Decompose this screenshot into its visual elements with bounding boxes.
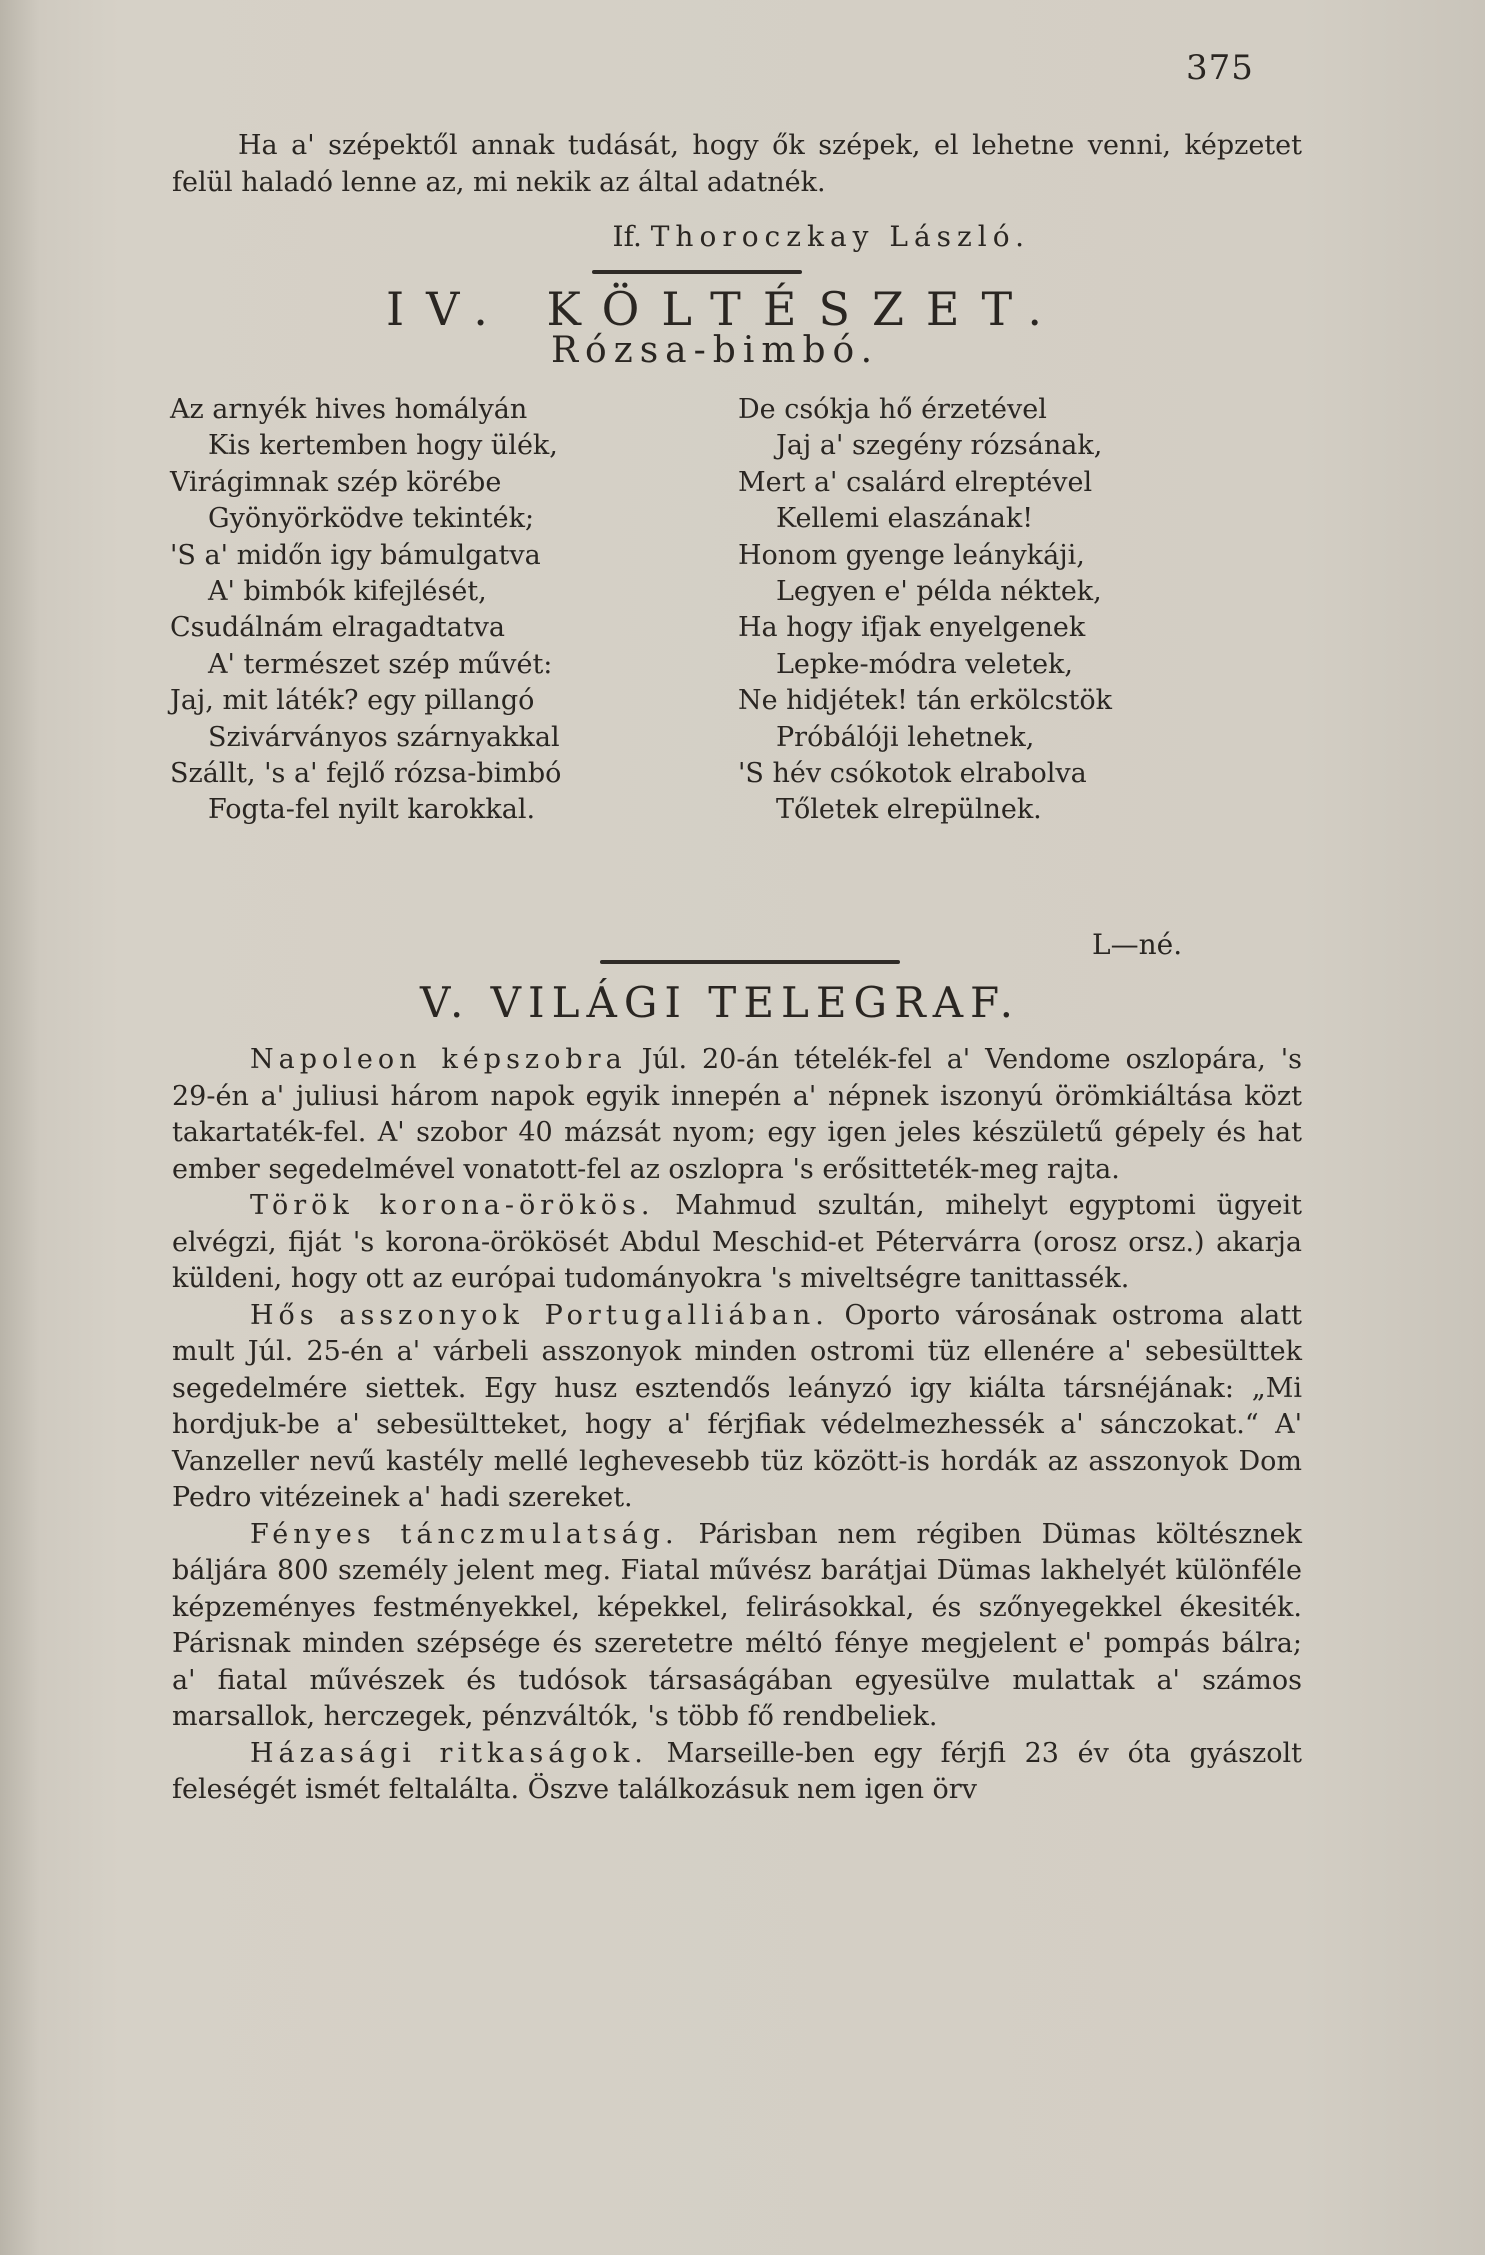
poem-line: A' természet szép művét: [208,648,553,680]
news-text: Oporto városának ostroma alatt mult Júl. 25-én a' várbeli asszonyok minden ostromi tüz ellenére a' sebesülttek segedelmére siettek. Egy husz esztendős leányzó igy kiálta társnéjának: „Mi hordjuk-be a' sebesültteket, hogy a' férjfiak védelmezhessék a' sánczokat.“ A' Vanzeller nevű kastély mellé leghevesebb tüz között-is hordák az asszonyok Dom Pedro vitézeinek a' hadi szereket. [172,1299,1302,1513]
intro-signature [0,220,1030,253]
news-text: Mahmud szultán, mihelyt egyptomi ügyeit elvégzi, fiját 's korona-örökösét Abdul Meschid-et Pétervárra (orosz orsz.) akarja küldeni, hogy ott az európai tudományokra 's miveltségre tanittassék. [172,1190,1302,1294]
poem-line: Jaj a' szegény rózsának, [776,430,1103,462]
divider-rule [592,270,802,274]
section-4-title: IV. KÖLTÉSZET. [385,282,1065,336]
news-heading: Török korona-örökös. [250,1190,655,1221]
news-heading: Napoleon képszobra [250,1044,627,1075]
divider-rule [600,960,900,964]
poem-line: Kellemi elaszának! [776,503,1034,535]
news-section [172,1042,1302,1809]
poem-line: De csókja hő érzetével [738,394,1047,425]
news-item [172,1517,1302,1736]
poem-line: Csudálnám elragadtatva [170,612,506,644]
poem-line: Lepke-módra veletek, [776,648,1073,680]
signature-name: Thoroczkay László. [650,220,1030,253]
poem-title: Rózsa-bimbó. [550,330,880,371]
poem-line: Legyen e' példa néktek, [776,576,1102,608]
poem-line: Honom gyenge leánykáji, [738,539,1085,571]
page-number: 375 [1186,48,1254,88]
poem-left-column [170,392,561,829]
poem-line: 'S a' midőn igy bámulgatva [170,539,541,571]
poem-line: Ha hogy ifjak enyelgenek [738,612,1086,644]
section-5-title: V. VILÁGI TELEGRAF. [419,978,1020,1027]
poem-line: A' bimbók kifejlését, [208,576,487,608]
poem-line: Próbálóji lehetnek, [776,721,1035,753]
poem-line: Ne hidjétek! tán erkölcstök [738,685,1112,717]
news-heading: Hős asszonyok Portugalliában. [250,1299,829,1331]
poem-line: Fogta-fel nyilt karokkal. [208,794,536,826]
intro-paragraph [172,128,1302,201]
poem-line: Az arnyék hives homályán [170,394,528,425]
poem-line: Kis kertemben hogy ülék, [208,430,558,462]
poem-right-column [738,392,1112,829]
poem-line: Tőletek elrepülnek. [776,794,1042,826]
poem-line: Szivárványos szárnyakkal [208,721,560,753]
poem-line: 'S hév csókotok elrabolva [738,758,1087,790]
news-text: Júl. 20-án tételék-fel a' Vendome oszlopára, 's 29-én a' juliusi három napok egyik innepén a' népnek iszonyú örömkiáltása közt takartaték-fel. A' szobor 40 mázsát nyom; egy igen jeles készületű gépely és hat ember segedelmével vonatott-fel az oszlopra 's erősitteték-meg rajta. [172,1044,1302,1185]
poem-line: Mert a' csalárd elreptével [738,466,1093,498]
intro-text: Ha a' szépektől annak tudását, hogy ők szépek, el lehetne venni, képzetet felül haladó lenne az, mi nekik az által adatnék. [172,130,1302,198]
poem-line: Virágimnak szép körébe [170,466,502,498]
news-heading: Fényes tánczmulatság. [250,1518,679,1550]
news-item [172,1188,1302,1298]
news-text: Párisban nem régiben Dümas költésznek báljára 800 személy jelent meg. Fiatal művész barátjai Dümas lakhelyét különféle képzeményes festményekkel, képekkel, felirásokkal, és szőnyegekkel ékesiték. Párisnak minden szépsége és szeretetre méltó fénye megjelent e' pompás bálra; a' fiatal művészek és tudósok társaságában egyesülve mulattak a' számos marsallok, herczegek, pénzváltók, 's több fő rendbeliek. [172,1518,1302,1732]
poem-line: Jaj, mit láték? egy pillangó [170,685,535,717]
news-text: Marseille-ben egy férjfi 23 év óta gyászolt feleségét ismét feltalálta. Öszve találkozásuk nem igen örv [172,1737,1302,1805]
poem-signature: L—né. [1092,928,1183,961]
news-heading: Házasági ritkaságok. [250,1737,648,1769]
news-item [172,1736,1302,1809]
news-item [172,1042,1302,1188]
poem-line: Gyönyörködve tekinték; [208,503,535,535]
poem-line: Szállt, 's a' fejlő rózsa-bimbó [170,758,562,790]
signature-prefix: If. [612,220,642,253]
news-item [172,1298,1302,1517]
